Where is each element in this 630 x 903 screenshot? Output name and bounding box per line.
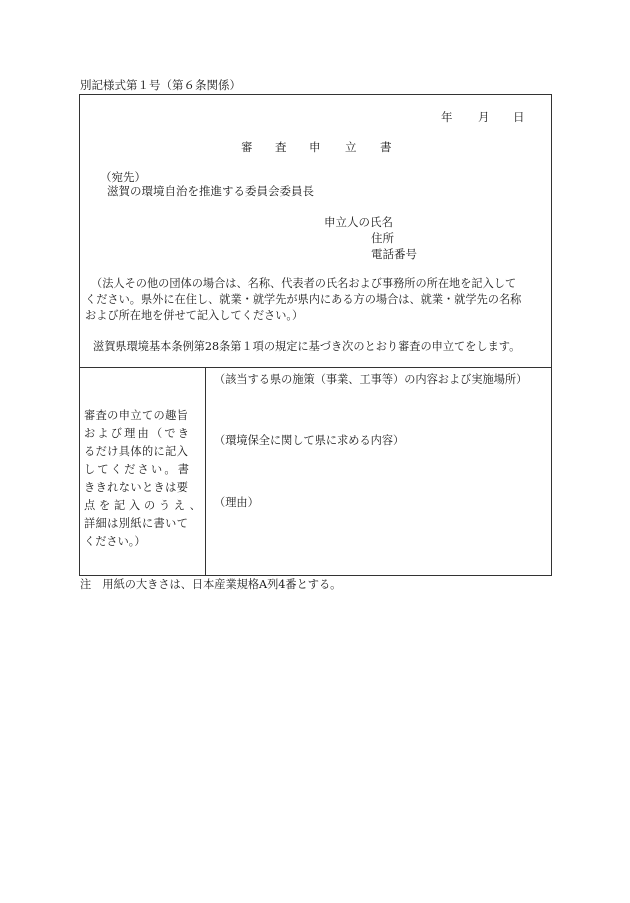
label-line-4: してください。書 [84, 463, 192, 476]
label-line-5: ききれないときは要 [84, 481, 189, 494]
applicant-name-label: 申立人の氏名 [324, 215, 393, 229]
title-char-1: 審 [241, 140, 253, 154]
field-policy-content: （該当する県の施策（事業、工事等）の内容および実施場所） [214, 373, 528, 386]
section-divider [79, 367, 552, 368]
note-line-3: および所在地を併せて記入してください。） [85, 309, 304, 322]
date-month: 月 [478, 110, 490, 124]
table-column-divider [205, 367, 206, 576]
date-year: 年 [441, 110, 453, 124]
label-line-6: 点を記入のうえ、 [84, 499, 205, 512]
field-reason: （理由） [214, 496, 259, 509]
addressee-label: （宛先） [100, 170, 146, 184]
footnote: 注 用紙の大きさは、日本産業規格A列4番とする。 [80, 578, 342, 591]
label-line-8: ください。） [84, 535, 146, 548]
label-line-7: 詳細は別紙に書いて [84, 517, 189, 530]
label-line-3: るだけ具体的に記入 [84, 445, 189, 458]
date-day: 日 [513, 110, 525, 124]
title-char-3: 申 [309, 140, 321, 154]
form-number: 別記様式第１号（第６条関係） [80, 78, 241, 92]
addressee-name: 滋賀の環境自治を推進する委員会委員長 [107, 184, 314, 198]
note-line-2: ください。県外に在住し、就業・就学先が県内にある方の場合は、就業・就学先の名称 [85, 293, 522, 306]
title-char-5: 書 [380, 140, 392, 154]
applicant-phone-label: 電話番号 [371, 247, 417, 261]
label-line-2: および理由（でき [84, 427, 192, 440]
applicant-address-label: 住所 [371, 231, 394, 245]
note-line-1: （法人その他の団体の場合は、名称、代表者の氏名および事務所の所在地を記入して [91, 277, 517, 290]
field-requested-content: （環境保全に関して県に求める内容） [214, 434, 405, 447]
title-char-2: 査 [275, 140, 287, 154]
title-char-4: 立 [345, 140, 357, 154]
statement: 滋賀県環境基本条例第28条第１項の規定に基づき次のとおり審査の申立てをします。 [93, 340, 521, 353]
label-line-1: 審査の申立ての趣旨 [84, 409, 189, 422]
